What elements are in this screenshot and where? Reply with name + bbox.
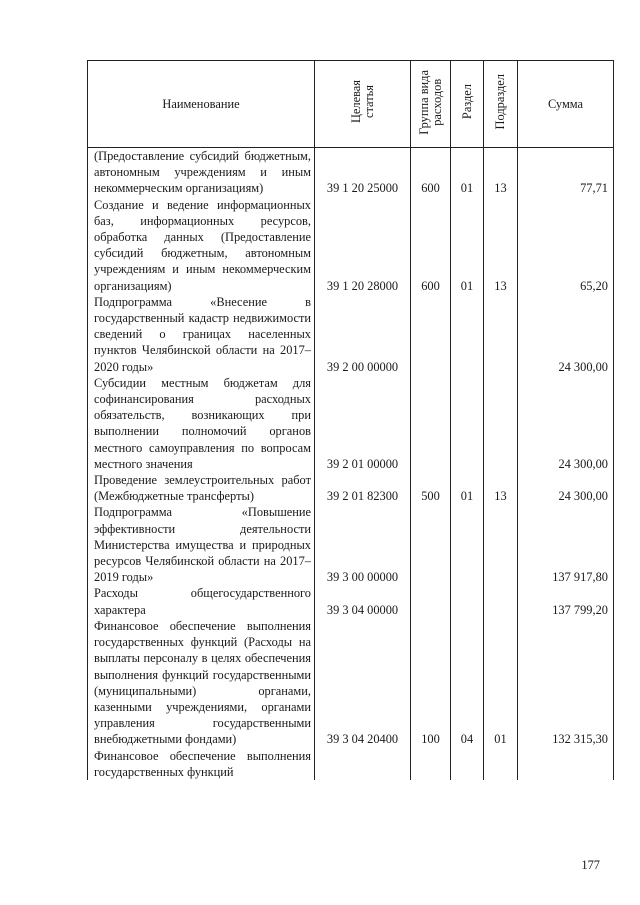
row-name-cell: Расходы общегосударственного характера	[88, 585, 315, 617]
row-name-cell: Проведение землеустроительных работ (Межбюджетные трансферты)	[88, 472, 315, 504]
header-target-article: Целевая статья	[315, 61, 411, 148]
row-target-cell: 39 3 04 20400	[315, 618, 411, 748]
row-group-cell	[411, 294, 451, 375]
row-sum-cell: 24 300,00	[518, 294, 614, 375]
row-sum-cell: 137 917,80	[518, 504, 614, 585]
row-sum-cell: 24 300,00	[518, 375, 614, 472]
row-group-cell	[411, 585, 451, 617]
row-target-cell: 39 2 01 82300	[315, 472, 411, 504]
header-section: Раздел	[451, 61, 484, 148]
page-number: 177	[581, 858, 600, 872]
row-name-cell: Подпрограмма «Внесение в государственный кадастр недвижимости сведений о границах населенных пунктов Челябинской области на 2017–2020 годы»	[88, 294, 315, 375]
header-subsection: Подраздел	[484, 61, 518, 148]
row-group-cell: 600	[411, 148, 451, 197]
row-target-cell: 39 2 01 00000	[315, 375, 411, 472]
row-group-cell: 600	[411, 197, 451, 294]
table-row	[88, 375, 614, 472]
row-section-cell	[451, 375, 484, 472]
table-row	[88, 585, 614, 617]
table-row	[88, 294, 614, 375]
row-target-cell: 39 3 04 00000	[315, 585, 411, 617]
row-subsection-cell: 13	[484, 148, 518, 197]
row-subsection-cell: 13	[484, 472, 518, 504]
table-row	[88, 472, 614, 504]
row-group-cell: 500	[411, 472, 451, 504]
row-subsection-cell: 13	[484, 197, 518, 294]
row-section-cell	[451, 748, 484, 780]
row-name-cell: Финансовое обеспечение выполнения государственных функций	[88, 748, 315, 780]
row-target-cell: 39 1 20 28000	[315, 197, 411, 294]
row-name-cell: (Предоставление субсидий бюджетным, автономным учреждениям и иным некоммерческим организациям)	[88, 148, 315, 197]
row-subsection-cell	[484, 375, 518, 472]
table-row	[88, 197, 614, 294]
table-header	[88, 61, 614, 148]
header-sum: Сумма	[518, 61, 614, 148]
row-group-cell	[411, 504, 451, 585]
row-sum-cell: 137 799,20	[518, 585, 614, 617]
row-target-cell: 39 1 20 25000	[315, 148, 411, 197]
row-target-cell	[315, 748, 411, 780]
row-section-cell	[451, 294, 484, 375]
row-sum-cell: 77,71	[518, 148, 614, 197]
row-section-cell: 04	[451, 618, 484, 748]
row-target-cell: 39 2 00 00000	[315, 294, 411, 375]
row-sum-cell	[518, 748, 614, 780]
row-subsection-cell	[484, 294, 518, 375]
row-sum-cell: 132 315,30	[518, 618, 614, 748]
row-subsection-cell	[484, 504, 518, 585]
header-expense-group: Группа вида расходов	[411, 61, 451, 148]
budget-table	[87, 60, 614, 780]
row-group-cell: 100	[411, 618, 451, 748]
row-section-cell	[451, 504, 484, 585]
row-name-cell: Подпрограмма «Повышение эффективности деятельности Министерства имущества и природных ресурсов Челябинской области на 2017–2019 годы»	[88, 504, 315, 585]
table-row	[88, 618, 614, 748]
row-name-cell: Субсидии местным бюджетам для софинансирования расходных обязательств, возникающих при выполнении полномочий органов местного самоуправления по вопросам местного значения	[88, 375, 315, 472]
row-group-cell	[411, 375, 451, 472]
row-subsection-cell: 01	[484, 618, 518, 748]
row-subsection-cell	[484, 748, 518, 780]
table-body	[88, 148, 614, 780]
row-sum-cell: 65,20	[518, 197, 614, 294]
row-section-cell: 01	[451, 148, 484, 197]
row-name-cell: Создание и ведение информационных баз, информационных ресурсов, обработка данных (Предоставление субсидий бюджетным, автономным учреждениям и иным некоммерческим организациям)	[88, 197, 315, 294]
row-section-cell: 01	[451, 197, 484, 294]
header-name: Наименование	[88, 61, 315, 148]
table-row	[88, 504, 614, 585]
table-row	[88, 148, 614, 197]
row-sum-cell: 24 300,00	[518, 472, 614, 504]
row-group-cell	[411, 748, 451, 780]
row-section-cell: 01	[451, 472, 484, 504]
row-name-cell: Финансовое обеспечение выполнения государственных функций (Расходы на выплаты персоналу в целях обеспечения выполнения функций государственными (муниципальными) органами, казенными учреждениями, органами управления государственными внебюджетными фондами)	[88, 618, 315, 748]
row-subsection-cell	[484, 585, 518, 617]
row-target-cell: 39 3 00 00000	[315, 504, 411, 585]
table-row	[88, 748, 614, 780]
row-section-cell	[451, 585, 484, 617]
